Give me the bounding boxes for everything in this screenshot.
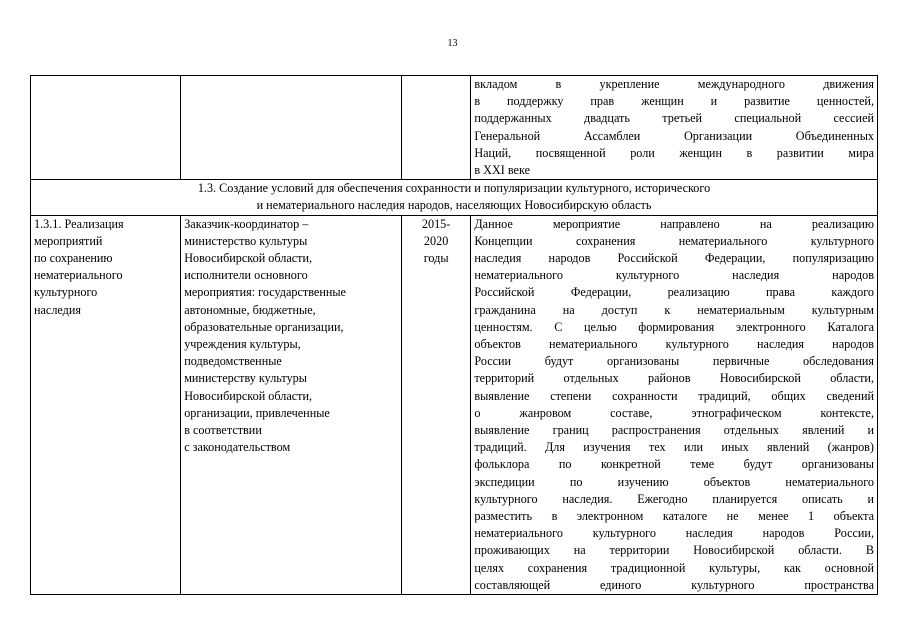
text-line: России будут организованы первичные обследования: [474, 354, 874, 369]
continuation-description-cell: [471, 76, 878, 180]
text-line: Новосибирской области,: [184, 251, 313, 266]
text-line: проживающих на территории Новосибирской области. В: [474, 543, 874, 558]
section-header-cell: [31, 180, 878, 215]
text-line: разместить в электронном каталоге не менее 1 объекта: [474, 509, 874, 524]
text-line: организации, привлеченные: [184, 405, 330, 420]
text-line: Заказчик-координатор –: [184, 216, 309, 231]
section-title-line: и нематериального наследия народов, населяющих Новосибирскую область: [256, 198, 652, 213]
text-line: культурного наследия. Ежегодно планируется описать и: [474, 491, 874, 506]
text-line: Новосибирской области,: [184, 388, 313, 403]
text-line: экспедиции по изучению объектов нематериального: [474, 474, 874, 489]
empty-executor-cell: [181, 76, 402, 180]
text-line: по сохранению: [34, 251, 113, 266]
text-line: мероприятий: [34, 233, 103, 248]
text-line: автономные, бюджетные,: [184, 302, 316, 317]
executor-cell: [181, 215, 402, 594]
text-line: составляющей единого культурного пространства: [474, 577, 874, 592]
text-line: о жанровом составе, этнографическом контексте,: [474, 405, 874, 420]
text-line: министерству культуры: [184, 371, 307, 386]
text-line: Российской Федерации, реализацию права каждого: [474, 285, 874, 300]
text-line: объектов нематериального культурного наследия народов: [474, 337, 874, 352]
text-line: фольклора по конкретной теме будут организованы: [474, 457, 874, 472]
text-line: с законодательством: [184, 440, 291, 455]
text-line: Данное мероприятие направлено на реализацию: [474, 216, 874, 231]
measure-row: [31, 215, 878, 594]
text-line: министерство культуры: [184, 233, 308, 248]
text-line: Наций, посвященной роли женщин в развитии мира: [474, 145, 874, 160]
text-line: 2020: [423, 233, 449, 248]
text-line: ценностям. С целью формирования электронного Каталога: [474, 319, 874, 334]
text-line: вкладом в укрепление международного движения: [474, 77, 874, 91]
text-line: в поддержку прав женщин и развитие ценностей,: [474, 94, 874, 109]
text-line: исполнители основного: [184, 268, 308, 283]
text-line: мероприятия: государственные: [184, 285, 346, 300]
section-title-line: 1.3. Создание условий для обеспечения сохранности и популяризации культурного, исторического: [197, 181, 711, 196]
text-line: гражданина на доступ к нематериальным культурным: [474, 302, 874, 317]
text-line: в соответствии: [184, 423, 262, 438]
measure-name-cell: [31, 215, 181, 594]
text-line: выявление степени сохранности традиций, общих сведений: [474, 388, 874, 403]
text-line: 2015-: [421, 216, 451, 231]
text-line: культурного: [34, 285, 98, 300]
text-line: Концепции сохранения нематериального культурного: [474, 233, 874, 248]
text-line: выявление границ распространения отдельных явлений и: [474, 423, 874, 438]
text-line: нематериального культурного наследия народов России,: [474, 526, 874, 541]
text-line: образовательные организации,: [184, 319, 344, 334]
text-line: наследия народов Российской Федерации, популяризацию: [474, 251, 874, 266]
section-header-row: [31, 180, 878, 215]
text-line: в XXI веке: [474, 163, 530, 178]
text-line: Генеральной Ассамблеи Организации Объединенных: [474, 128, 874, 143]
text-line: 1.3.1. Реализация: [34, 216, 124, 231]
empty-name-cell: [31, 76, 181, 180]
text-line: нематериального: [34, 268, 123, 283]
text-line: нематериального культурного наследия народов: [474, 268, 874, 283]
text-line: подведомственные: [184, 354, 282, 369]
text-line: традиций. Для изучения тех или иных явлений (жанров): [474, 440, 874, 455]
measure-description-cell: [471, 215, 878, 594]
text-line: целях сохранения традиционной культуры, как основной: [474, 560, 874, 575]
text-line: наследия: [34, 302, 82, 317]
program-table: [30, 75, 878, 595]
text-line: учреждения культуры,: [184, 337, 301, 352]
empty-period-cell: [401, 76, 470, 180]
text-line: годы: [423, 251, 449, 266]
text-line: территорий отдельных районов Новосибирской области,: [474, 371, 874, 386]
text-line: поддержанных двадцать третьей специальной сессией: [474, 111, 874, 126]
page-number: 13: [447, 38, 458, 49]
period-cell: [401, 215, 470, 594]
continuation-row: [31, 76, 878, 180]
